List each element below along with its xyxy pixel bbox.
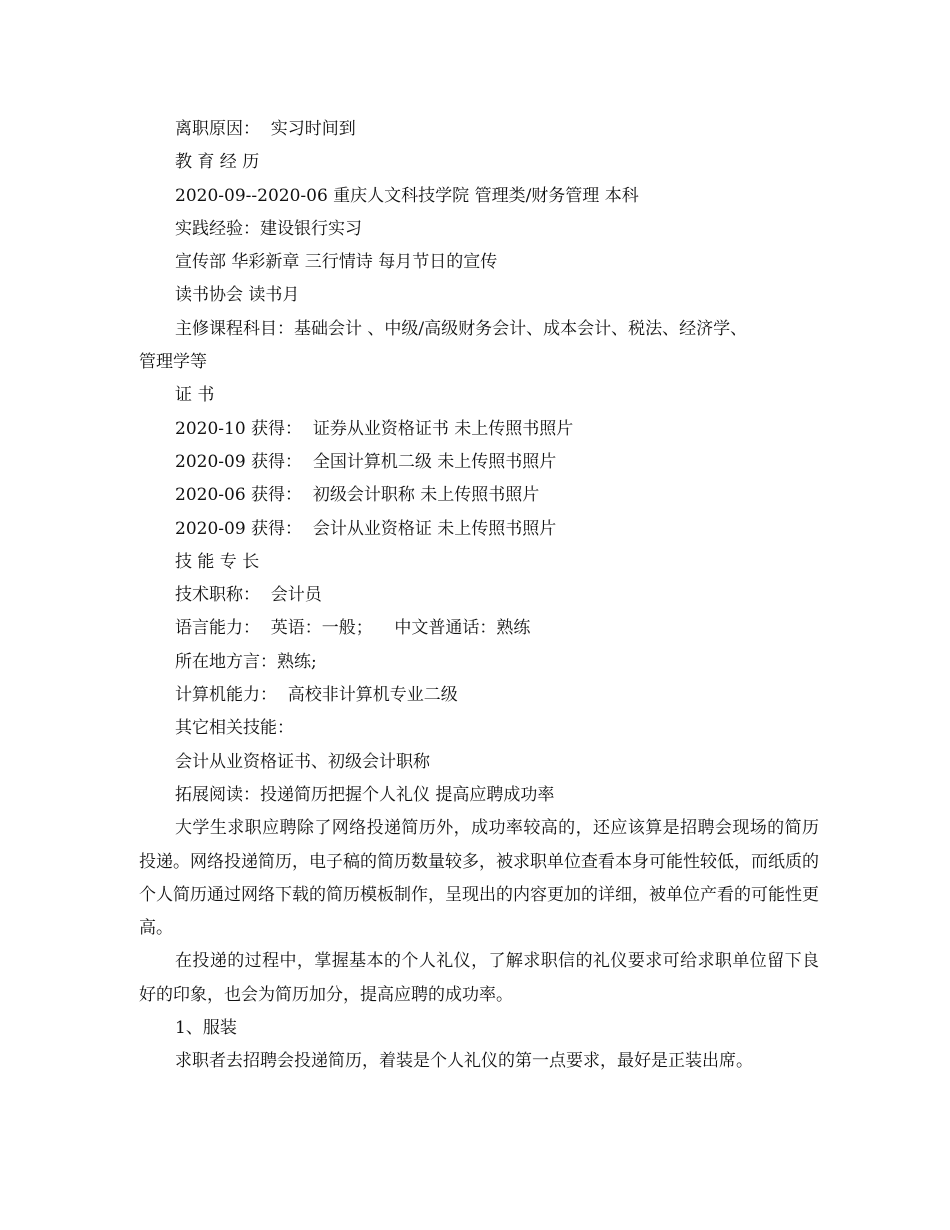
skills-heading: 技 能 专 长 <box>175 551 260 572</box>
education-heading: 教 育 经 历 <box>175 152 260 173</box>
skill-item: 技术职称： 会计员 <box>175 585 322 606</box>
leave-reason: 离职原因： 实习时间到 <box>175 119 356 139</box>
main-courses-continued: 管理学等 <box>139 352 207 373</box>
certificates-heading: 证 书 <box>175 385 215 406</box>
education-entry: 2020-09--2020-06 重庆人文科技学院 管理类/财务管理 本科 <box>175 185 639 206</box>
skill-item: 会计从业资格证书、初级会计职称 <box>175 751 430 772</box>
document-body <box>139 113 819 1079</box>
certificate-item: 2020-10 获得： 证券从业资格证书 未上传照书照片 <box>175 418 574 439</box>
reading-club: 读书协会 读书月 <box>175 285 300 306</box>
main-courses: 主修课程科目：基础会计 、中级/高级财务会计、成本会计、税法、经济学、 <box>175 318 748 339</box>
paragraph: 在投递的过程中，掌握基本的个人礼仪，了解求职信的礼仪要求可给求职单位留下良好的印象，也会为简历加分，提高应聘的成功率。 <box>139 951 819 1005</box>
section-heading: 1、服装 <box>175 1018 237 1039</box>
publicity-activity: 宣传部 华彩新章 三行情诗 每月节日的宣传 <box>175 252 498 273</box>
practice-experience: 实践经验：建设银行实习 <box>175 218 362 239</box>
skill-item: 其它相关技能： <box>175 718 294 739</box>
certificate-item: 2020-09 获得： 全国计算机二级 未上传照书照片 <box>175 451 557 472</box>
certificate-item: 2020-06 获得： 初级会计职称 未上传照书照片 <box>175 485 540 506</box>
skill-item: 语言能力： 英语：一般； 中文普通话：熟练 <box>175 618 531 639</box>
paragraph: 大学生求职应聘除了网络投递简历外，成功率较高的，还应该算是招聘会现场的简历投递。网络投递简历，电子稿的简历数量较多，被求职单位查看本身可能性较低，而纸质的个人简历通过网络下载的简历模板制作，呈现出的内容更加的详细，被单位产看的可能性更高。 <box>139 818 819 939</box>
extended-reading-title: 拓展阅读：投递简历把握个人礼仪 提高应聘成功率 <box>175 784 555 805</box>
skill-item: 计算机能力： 高校非计算机专业二级 <box>175 685 458 706</box>
certificate-item: 2020-09 获得： 会计从业资格证 未上传照书照片 <box>175 518 557 539</box>
paragraph-line: 求职者去招聘会投递简历，着装是个人礼仪的第一点要求，最好是正装出席。 <box>175 1051 753 1072</box>
skill-item: 所在地方言：熟练; <box>175 651 317 672</box>
